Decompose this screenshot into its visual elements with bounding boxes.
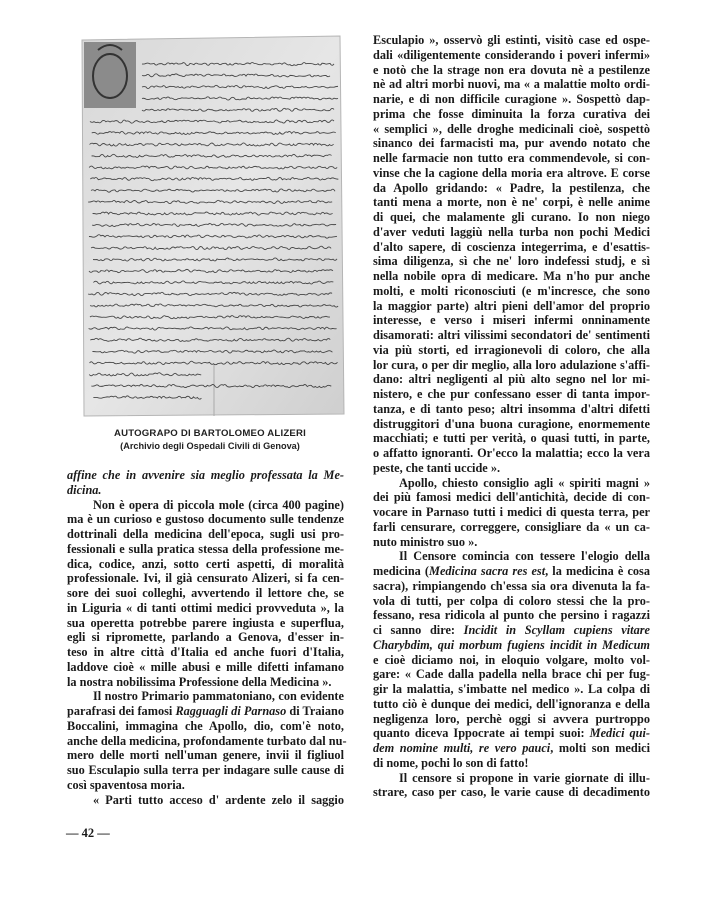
text-line	[67, 660, 344, 675]
text-line	[67, 468, 344, 483]
text-line	[373, 33, 650, 48]
text-segment: tanza, e di tanto peso; altri insomma d'altri difetti	[373, 401, 650, 416]
text-segment: sinanco dei farmacisti ma, pur avendo notato che	[373, 136, 650, 151]
text-segment: tanti mena a morte, non è ne' corpi, è nelle anime	[373, 195, 650, 210]
text-segment: sore dei suoi colleghi, avvertendo il lettore che, se	[67, 586, 344, 600]
text-line	[67, 645, 344, 660]
text-line	[373, 402, 650, 417]
text-segment: « semplici », delle droghe medicinali cioè, sospettò	[373, 121, 650, 136]
text-line	[67, 778, 344, 793]
text-segment: la nostra nobilissima Professione della Medicina ».	[67, 674, 332, 689]
text-line	[373, 771, 650, 786]
text-segment: Non è opera di piccola mole (circa 400 pagine)	[93, 497, 344, 512]
text-segment: sima diligenza, sì che ne' loro indefessi studj, e sì	[373, 254, 650, 269]
text-line	[373, 623, 650, 638]
text-line	[373, 682, 650, 697]
text-segment: d'alto sapere, di coscienza integerrima, e d'esattis-	[373, 239, 650, 254]
text-segment: ma è un curioso e gustoso documento sulle tendenze	[67, 512, 344, 527]
text-segment: vocare in Parnaso tutti i medici di questa terra, per	[373, 505, 650, 519]
text-line	[373, 151, 650, 166]
caption-source: (Archivio degli Ospedali Civili di Genova)	[120, 441, 300, 451]
text-segment: sua operetta potrebbe parere ingiusta e superflua,	[67, 615, 344, 630]
text-segment: o affatto ignoranti. Or'ecco la malattia; ecco la vera	[373, 446, 650, 460]
text-line	[67, 704, 344, 719]
text-line	[373, 417, 650, 432]
text-segment: dottrinali della medicina dell'epoca, sugli usi pro-	[67, 527, 344, 541]
text-line	[67, 763, 344, 778]
text-segment: dei più famosi medici dell'antichità, decide di con-	[373, 490, 650, 505]
text-line	[67, 748, 344, 763]
text-line	[67, 498, 344, 513]
italic-text: dicina.	[67, 482, 102, 497]
text-segment: Esculapio », osservò gli estinti, visitò case ed ospe-	[373, 33, 650, 47]
caption-title: AUTOGRAPO DI BARTOLOMEO ALIZERI	[113, 428, 307, 439]
text-segment: dica, codice, anzi, sotto certi aspetti, di moralità	[67, 556, 344, 571]
text-segment: « Parti tutto acceso d' ardente zelo il saggio	[93, 792, 344, 807]
text-line	[373, 535, 650, 550]
text-segment: e notò che la strage non era dovuta nè a pestilenze	[373, 62, 650, 77]
text-segment: sacra), rimpiangendo ch'essa sia ora divenuta la fa-	[373, 578, 650, 593]
text-segment: ci sanno dire:	[373, 623, 464, 637]
text-segment: nistero, e che pur confessano esser di tanta impor-	[373, 387, 650, 401]
text-line	[67, 733, 347, 749]
text-segment: laddove cioè « mille abusi e mille difetti infamano	[67, 659, 344, 674]
italic-text: Incidit in Scyllam cupiens vitare	[463, 623, 650, 637]
text-segment: così spaventosa moria.	[67, 777, 185, 792]
text-line	[373, 741, 650, 756]
text-segment: e cioè diciamo noi, in eloquio volgare, molto vol-	[373, 652, 650, 667]
text-line	[67, 793, 344, 808]
italic-text: Charybdim, qui morbum fugiens incidit in Medicum	[373, 637, 650, 652]
text-line	[373, 726, 650, 741]
text-line	[373, 490, 650, 505]
text-line	[373, 181, 650, 196]
page-number: — 42 —	[66, 826, 110, 840]
text-segment: dali «diligentemente considerando i poveri infermi»	[373, 47, 650, 62]
text-line	[373, 122, 650, 137]
italic-text: Ragguagli di Parnaso	[175, 704, 287, 718]
text-line	[67, 571, 344, 586]
text-segment: fessano, resa ridicola al punto che persino i ragazzi	[373, 608, 650, 623]
text-segment: da Apollo gridando: « Padre, la pestilenza, che	[373, 180, 650, 195]
italic-text: Medicina sacra res est	[429, 564, 546, 578]
text-segment: fessionali e sulla pratica stessa della professione me-	[67, 541, 344, 556]
text-segment: vinse che la cagione della moria era altrove. E corse	[373, 165, 650, 180]
text-line	[373, 254, 650, 269]
text-line	[373, 476, 650, 491]
text-line	[373, 785, 650, 800]
text-segment: strare, caso per caso, le varie cause di decadimento	[373, 785, 650, 800]
text-segment: in Liguria « di tanti ottimi medici provveduta », la	[67, 600, 344, 615]
text-line	[373, 446, 650, 461]
text-segment: prima che fosse diminuita la forza curativa dei	[373, 106, 650, 121]
text-line	[373, 63, 650, 78]
text-line	[67, 512, 344, 527]
text-line	[373, 372, 650, 387]
italic-text: affine che in avvenire sia meglio professata la Me-	[67, 468, 344, 482]
text-line	[373, 225, 650, 240]
text-segment: molti, e molti riconosciuti (e m'incresce, che sono	[373, 283, 650, 298]
text-segment: teso in altre città d'Italia ed anche fuori d'Italia,	[67, 645, 344, 659]
text-line	[67, 630, 344, 645]
text-segment: professionale. Ivi, il già censurato Alizeri, si fa cen-	[67, 571, 344, 586]
text-segment: distruggitori d'una buona curagione, enormemente	[373, 416, 650, 431]
text-line	[373, 564, 650, 579]
text-segment: nelle farmacie non tutto era commendevole, si con-	[373, 151, 650, 165]
text-line	[373, 579, 650, 594]
left-column-text	[67, 468, 347, 807]
text-segment: di Traiano	[286, 704, 344, 718]
text-line	[373, 195, 650, 210]
text-line	[373, 48, 650, 63]
text-line	[373, 284, 650, 299]
text-line	[373, 343, 650, 358]
text-line	[373, 461, 650, 476]
text-segment: farli censurare, correggere, consigliare da « un ca-	[373, 519, 650, 534]
text-line	[373, 594, 650, 609]
text-line	[67, 689, 344, 704]
text-line	[373, 638, 650, 653]
text-line	[373, 431, 650, 446]
text-segment: gir la malattia, s'imbatte nel medico ». La colpa di	[373, 682, 650, 696]
text-line	[67, 586, 344, 601]
text-segment: di quei, che malamente gli curano. Io non niego	[373, 210, 650, 224]
text-line	[373, 136, 650, 151]
text-segment: negligenza loro, perchè oggi si avvera purtroppo	[373, 711, 650, 726]
text-segment: nuto ministro suo ».	[373, 534, 478, 549]
italic-text: Medici qui-	[589, 726, 651, 741]
text-line	[373, 387, 650, 402]
text-segment: parafrasi dei famosi	[67, 704, 176, 718]
text-line	[373, 549, 650, 564]
text-segment: medicina (	[373, 564, 430, 578]
text-segment: macchiati; e tutti per verità, o quasi tutti, in parte,	[373, 431, 650, 446]
text-segment: narie, e di non difficile curagione ». Sospettò dap-	[373, 92, 650, 106]
text-line	[373, 313, 650, 328]
manuscript-photo	[78, 34, 346, 418]
text-line	[373, 92, 650, 107]
text-line	[67, 719, 344, 734]
manuscript-image	[78, 34, 346, 418]
text-segment: lor cura, o per dir meglio, alla loro adulazione s'affi-	[373, 357, 650, 372]
text-segment: gare: « Cade dalla padella nella brace chi per fug-	[373, 667, 650, 682]
text-segment: suo Esculapio sulla terra per indagare sulle cause di	[67, 763, 344, 777]
text-segment: Apollo, chiesto consiglio agli « spiriti magni »	[399, 475, 650, 490]
text-line	[67, 542, 344, 557]
text-segment: quanto diceva Ippocrate ai tempi suoi:	[373, 726, 590, 741]
text-line	[67, 483, 344, 498]
text-segment: Il censore si propone in varie giornate di illu-	[399, 770, 650, 785]
text-segment: d'aver veduti laggiù nella turba non pochi Medici	[373, 224, 650, 239]
text-line	[373, 505, 650, 520]
text-line	[373, 358, 650, 373]
text-line	[373, 107, 650, 122]
text-segment: nella nobile opra di medicare. Ma n'ho pur anche	[373, 269, 650, 283]
text-line	[67, 601, 344, 616]
text-line	[67, 616, 344, 631]
text-segment: Boccalini, immagina che Apollo, dio, com'è noto,	[67, 718, 344, 733]
text-line	[373, 520, 650, 535]
text-segment: mero delle morti nell'uman genere, invii il figliuol	[67, 748, 344, 763]
text-line	[373, 240, 650, 255]
text-segment: egli si ripromette, parlando a Genova, d'esser in-	[67, 630, 344, 645]
text-segment: Il Censore comincia con tessere l'elogio della	[399, 549, 650, 564]
text-line	[373, 328, 650, 343]
text-line	[373, 269, 650, 284]
text-segment: anche della medicina, profondamente turbato dal nu-	[67, 733, 347, 748]
text-segment: Il nostro Primario pammatoniano, con evidente	[93, 689, 344, 704]
text-line	[67, 675, 344, 690]
text-line	[67, 527, 344, 542]
italic-text: dem nomine multi, re vero pauci	[373, 741, 551, 755]
text-line	[373, 712, 650, 727]
text-segment: disamorati: altri vilissimi secondatori de' sentimenti	[373, 328, 650, 342]
text-segment: , molti son medici	[550, 741, 650, 755]
text-line	[373, 608, 650, 623]
text-line	[373, 667, 650, 682]
coat-of-arms-seal	[84, 42, 136, 108]
text-segment: nè ad altri morbi nuovi, ma « a malattie molto ordi-	[373, 77, 650, 92]
text-line	[67, 557, 344, 572]
text-line	[373, 756, 650, 771]
text-segment: di nome, pochi lo son di fatto!	[373, 755, 529, 770]
text-line	[373, 653, 650, 668]
text-segment: dano: altri negligenti al più alto segno nel lor mi-	[373, 372, 650, 387]
text-line	[373, 210, 650, 225]
figure-caption	[60, 427, 360, 452]
text-segment: via più storti, ed irragionevoli di coloro, che alla	[373, 342, 650, 357]
text-line	[373, 77, 650, 92]
text-segment: interesse, e verso i miseri infermi onninamente	[373, 313, 650, 328]
text-segment: vola di tutti, per colpa di coloro stessi che la pro-	[373, 593, 650, 608]
text-line	[373, 166, 650, 181]
text-line	[373, 299, 650, 314]
right-column-text	[373, 33, 650, 800]
text-segment: peste, che tanti uccide ».	[373, 460, 501, 475]
text-segment: , la medicina è cosa	[545, 564, 650, 578]
text-segment: la maggior parte) altri pieni dell'amor del proprio	[373, 298, 650, 313]
text-segment: tutto ciò è dunque dei medici, dell'ignoranza e della	[373, 696, 650, 711]
text-line	[373, 697, 650, 712]
